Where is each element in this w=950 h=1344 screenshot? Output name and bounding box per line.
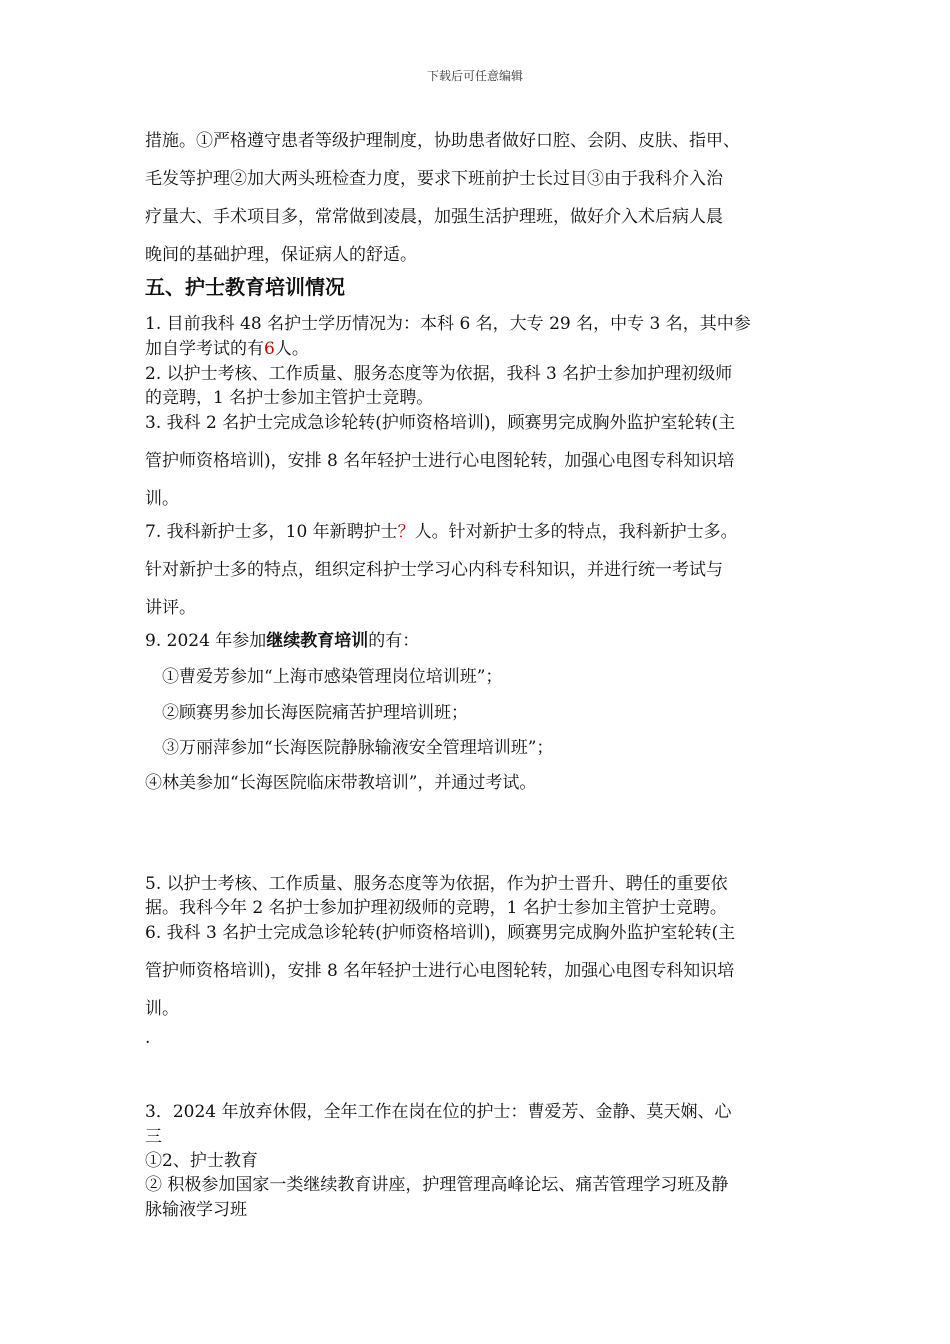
item-9-text: 的有： [368,631,420,651]
item-2-line: 的竞聘，1 名护士参加主管护士竞聘。 [145,388,434,408]
training-entry: ②顾赛男参加长海医院痛苦护理培训班； [162,703,468,723]
item-1-text: 人。 [274,339,309,359]
item-3b-line: 三 [145,1127,162,1147]
item-7-line: 讲评。 [145,598,196,618]
item-6-line: 管护师资格培训)，安排 8 名年轻护士进行心电图轮转，加强心电图专科知识培 [145,961,735,981]
item-2-line: 2. 以护士考核、工作质量、服务态度等为依据，我科 3 名护士参加护理初级师 [145,364,733,384]
item-7-line [145,517,815,542]
item-9-line [145,626,815,651]
highlight-count: 6 [264,339,275,359]
item-3b-line: ①2、护士教育 [145,1151,258,1171]
bold-term: 继续教育培训 [266,631,369,651]
training-entry: ③万丽萍参加“长海医院静脉输液安全管理培训班”； [162,738,554,758]
item-3-line: 3. 我科 2 名护士完成急诊轮转(护师资格培训)，顾赛男完成胸外监护室轮转(主 [145,413,736,433]
item-1-line [145,334,815,359]
item-3b-line: 3．2024 年放弃休假，全年工作在岗在位的护士：曹爱芳、金静、莫天娴、心 [145,1102,732,1122]
item-3-line: 管护师资格培训)，安排 8 名年轻护士进行心电图轮转，加强心电图专科知识培 [145,451,735,471]
item-1-text: 加自学考试的有 [145,339,264,359]
item-5-line: 据。我科今年 2 名护士参加护理初级师的竞聘，1 名护士参加主管护士竞聘。 [145,898,727,918]
training-entry: ④林美参加“长海医院临床带教培训”，并通过考试。 [145,773,537,793]
item-6-line: 6. 我科 3 名护士完成急诊轮转(护师资格培训)，顾赛男完成胸外监护室轮转(主 [145,923,736,943]
item-7-line: 针对新护士多的特点，组织定科护士学习心内科专科知识，并进行统一考试与 [145,560,723,580]
paragraph-line: 晚间的基础护理，保证病人的舒适。 [145,245,417,265]
paragraph-line: 措施。①严格遵守患者等级护理制度，协助患者做好口腔、会阴、皮肤、指甲、 [145,131,740,151]
highlight-unknown: ？ [397,522,415,542]
paragraph-line: 毛发等护理②加大两头班检查力度，要求下班前护士长过目③由于我科介入治 [145,169,723,189]
item-1-line: 1. 目前我科 48 名护士学历情况为：本科 6 名，大专 29 名，中专 3 名，其中参 [145,314,751,334]
page-header-note: 下载后可任意编辑 [426,69,523,83]
item-7-text: 人。针对新护士多的特点，我科新护士多。 [414,522,738,542]
item-5-line: 5. 以护士考核、工作质量、服务态度等为依据，作为护士晋升、聘任的重要依 [145,874,728,894]
item-3-line: 训。 [145,489,179,509]
item-6-line: 训。 [145,999,179,1019]
item-9-text: 9. 2024 年参加 [145,631,267,651]
item-3b-line: 脉输液学习班 [145,1200,247,1220]
item-7-text: 7. 我科新护士多，10 年新聘护士 [145,522,398,542]
stray-dot: . [145,1028,151,1048]
item-3b-line: ② 积极参加国家一类继续教育讲座，护理管理高峰论坛、痛苦管理学习班及静 [145,1175,729,1195]
section-heading: 五、护士教育培训情况 [145,275,345,299]
training-entry: ①曹爱芳参加“上海市感染管理岗位培训班”； [162,667,503,687]
paragraph-line: 疗量大、手术项目多，常常做到凌晨，加强生活护理班，做好介入术后病人晨 [145,207,723,227]
